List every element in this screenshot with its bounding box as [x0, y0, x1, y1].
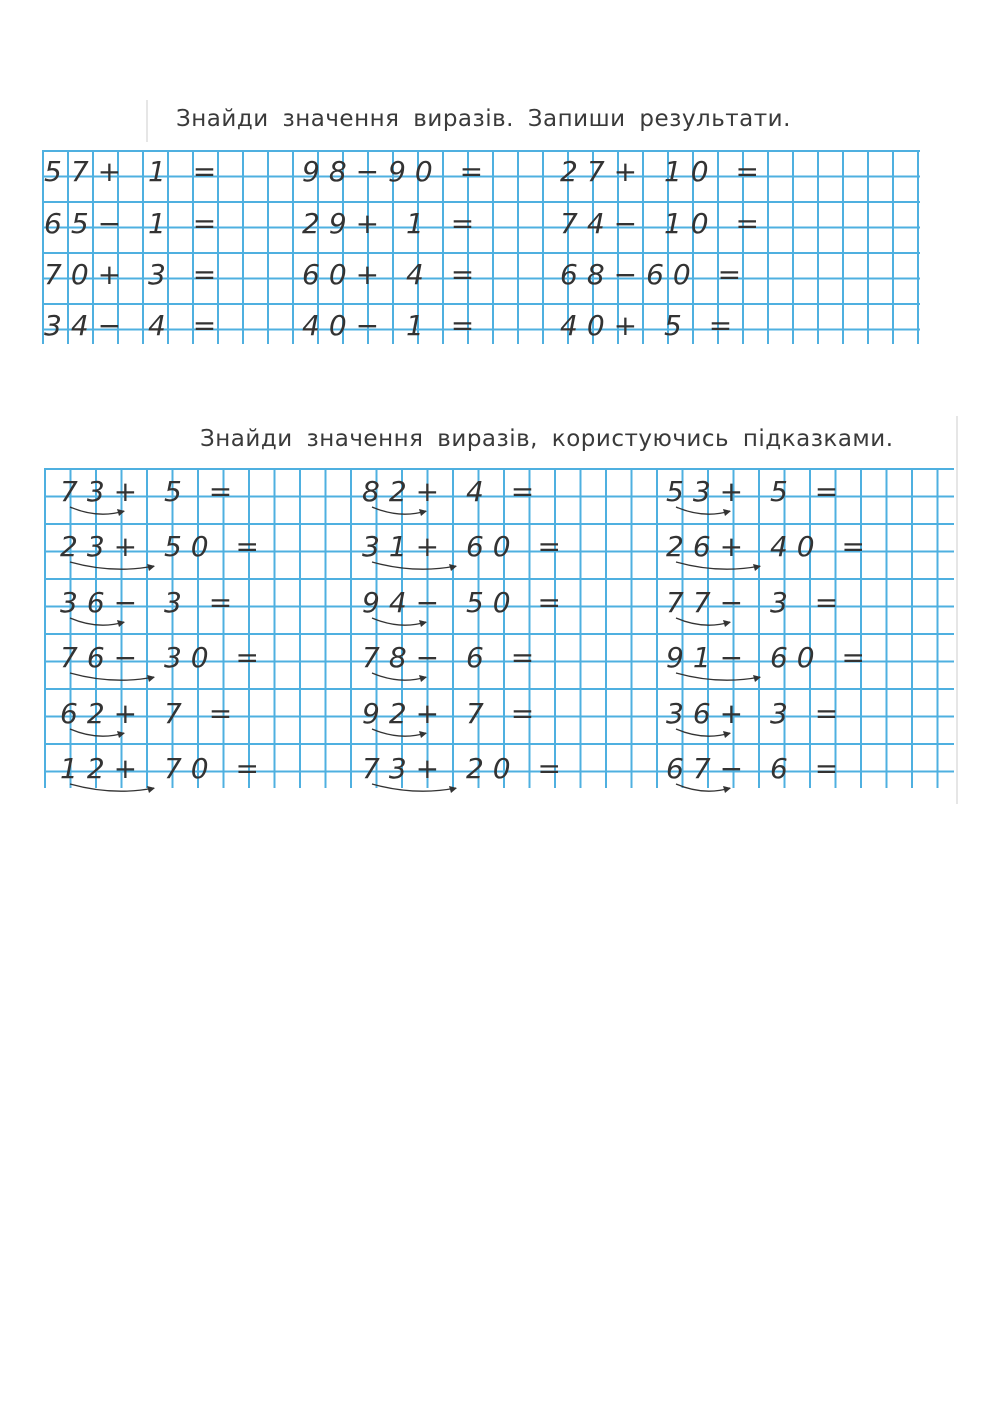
hint-arrow-icon	[674, 560, 764, 574]
hint-arrow-icon	[68, 671, 158, 685]
hint-arrow-icon	[68, 560, 158, 574]
task2-expression: 76− 30 =	[60, 641, 268, 674]
task1-expression: 65− 1 =	[44, 207, 226, 240]
hint-arrow-icon	[370, 560, 460, 574]
task2-expression: 92+ 7 =	[362, 697, 544, 730]
hint-arrow-icon	[674, 727, 734, 741]
task2-expression: 36+ 3 =	[666, 697, 848, 730]
hint-arrow-icon	[68, 616, 128, 630]
hint-arrow-icon	[674, 505, 734, 519]
task2-expression: 31+ 60 =	[362, 530, 570, 563]
hint-arrow-icon	[674, 671, 764, 685]
hint-arrow-icon	[370, 782, 460, 796]
task1-title: Знайди значення виразів. Запиши результати.	[176, 106, 791, 132]
task1-expression: 98−90 =	[302, 155, 493, 188]
task2-expression: 26+ 40 =	[666, 530, 874, 563]
task2-expression: 53+ 5 =	[666, 475, 848, 508]
task2-title: Знайди значення виразів, користуючись підказками.	[200, 426, 894, 452]
task1-title-divider	[146, 100, 148, 142]
task2-expression: 62+ 7 =	[60, 697, 242, 730]
task1-expression: 27+ 10 =	[560, 155, 768, 188]
task1-expression: 57+ 1 =	[44, 155, 226, 188]
hint-arrow-icon	[370, 671, 430, 685]
task2-expression: 67− 6 =	[666, 752, 848, 785]
hint-arrow-icon	[68, 505, 128, 519]
hint-arrow-icon	[370, 727, 430, 741]
hint-arrow-icon	[68, 727, 128, 741]
task2-expression: 82+ 4 =	[362, 475, 544, 508]
hint-arrow-icon	[370, 616, 430, 630]
hint-arrow-icon	[674, 782, 734, 796]
task2-expression: 12+ 70 =	[60, 752, 268, 785]
task2-grid	[44, 468, 954, 788]
task2-expression: 73+ 20 =	[362, 752, 570, 785]
task1-expression: 40+ 5 =	[560, 309, 742, 342]
task1-expression: 68−60 =	[560, 258, 751, 291]
task2-expression: 78− 6 =	[362, 641, 544, 674]
task1-expression: 70+ 3 =	[44, 258, 226, 291]
task2-expression: 36− 3 =	[60, 586, 242, 619]
hint-arrow-icon	[68, 782, 158, 796]
task2-expression: 23+ 50 =	[60, 530, 268, 563]
task1-expression: 34− 4 =	[44, 309, 226, 342]
task2-expression: 91− 60 =	[666, 641, 874, 674]
task2-expression: 94− 50 =	[362, 586, 570, 619]
task2-expression: 77− 3 =	[666, 586, 848, 619]
task1-expression: 40− 1 =	[302, 309, 484, 342]
task2-title-divider	[956, 416, 958, 804]
task2-expression: 73+ 5 =	[60, 475, 242, 508]
hint-arrow-icon	[674, 616, 734, 630]
task1-expression: 60+ 4 =	[302, 258, 484, 291]
task1-expression: 29+ 1 =	[302, 207, 484, 240]
task1-expression: 74− 10 =	[560, 207, 768, 240]
hint-arrow-icon	[370, 505, 430, 519]
